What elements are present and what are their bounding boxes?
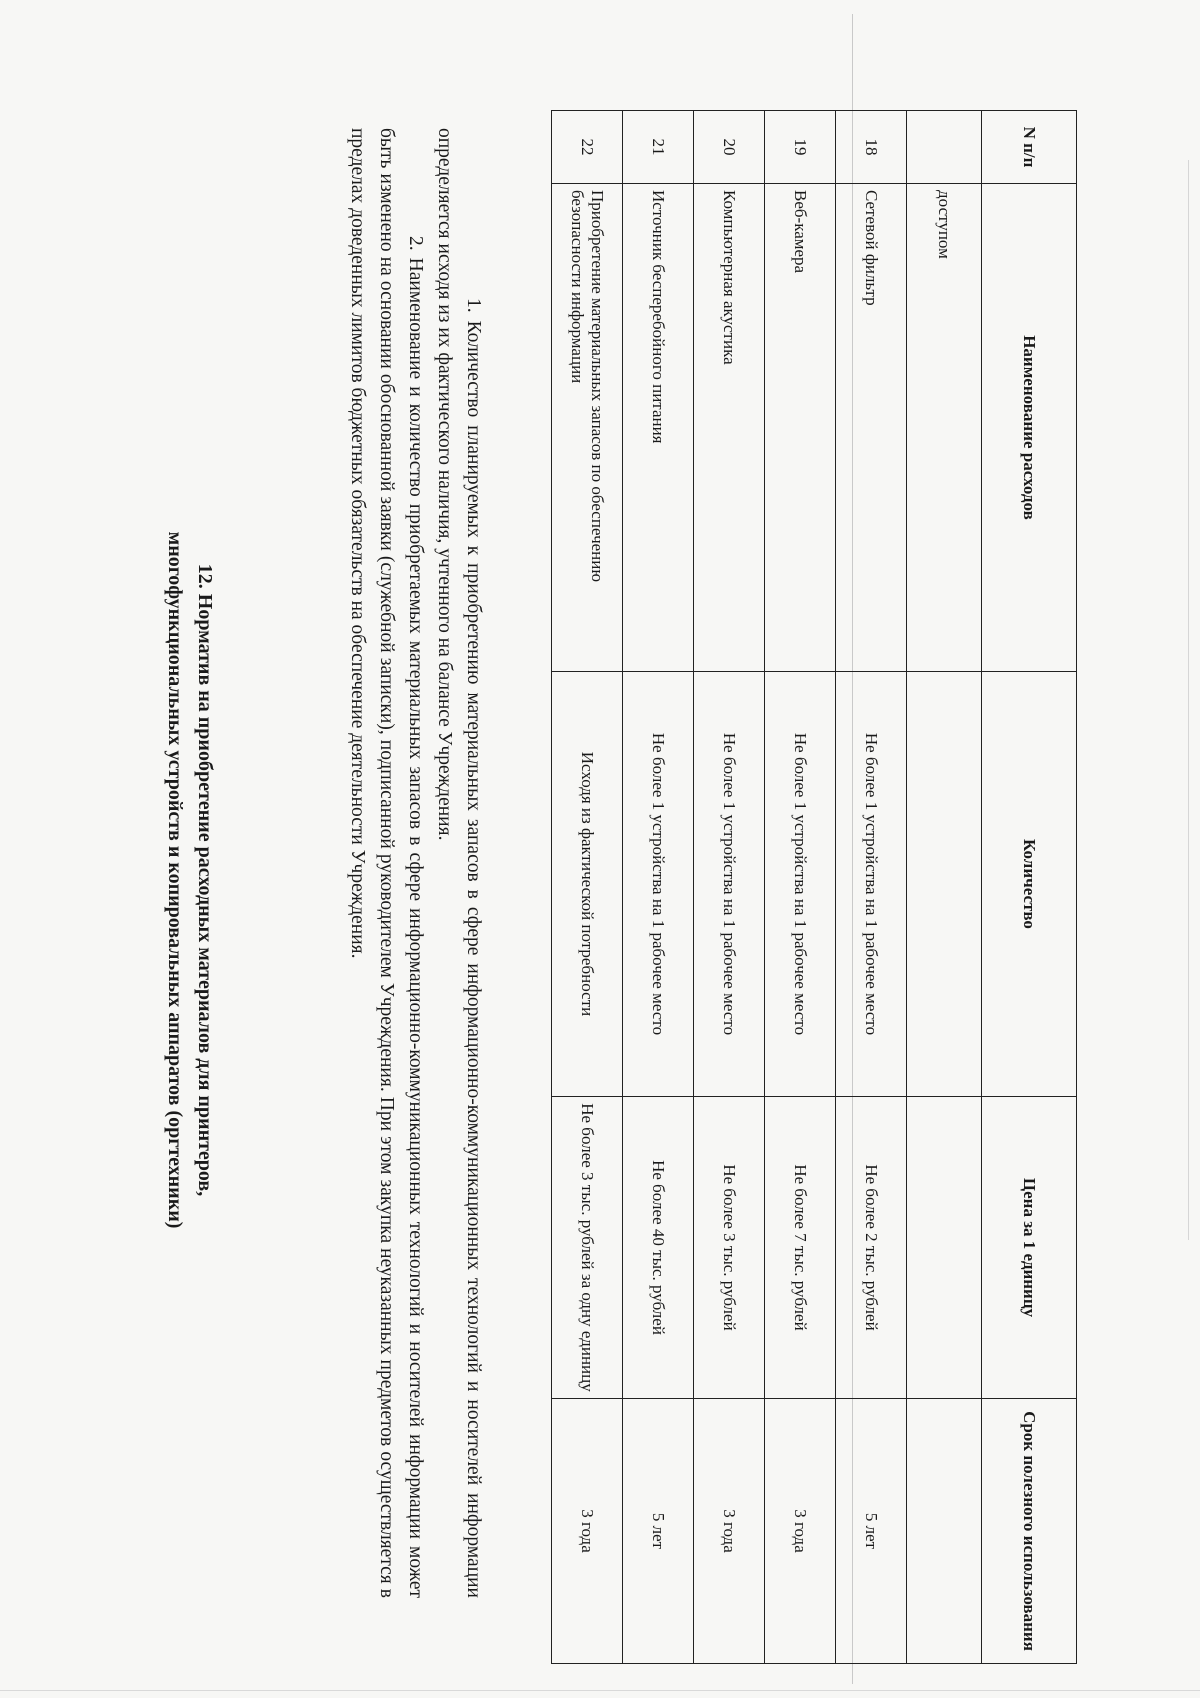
table-row xyxy=(907,111,982,1664)
table-row xyxy=(765,111,836,1664)
table-row xyxy=(694,111,765,1664)
cell-term: 5 лет xyxy=(836,1399,907,1664)
cell-price: Не более 7 тыс. рублей xyxy=(765,1097,836,1399)
cell-price: Не более 3 тыс. рублей за одну единицу xyxy=(552,1097,623,1399)
cell-name: доступом xyxy=(907,184,982,672)
cell-qty: Не более 1 устройства на 1 рабочее место xyxy=(765,672,836,1097)
cell-price xyxy=(907,1097,982,1399)
cell-qty: Исходя из фактической потребности xyxy=(552,672,623,1097)
expenses-table xyxy=(551,110,1077,1664)
cell-qty xyxy=(907,672,982,1097)
cell-term: 5 лет xyxy=(623,1399,694,1664)
cell-name: Источник бесперебойного питания xyxy=(623,184,694,672)
cell-price: Не более 3 тыс. рублей xyxy=(694,1097,765,1399)
cell-term: 3 года xyxy=(765,1399,836,1664)
table-row xyxy=(552,111,623,1664)
cell-qty: Не более 1 устройства на 1 рабочее место xyxy=(694,672,765,1097)
table-header-row xyxy=(982,111,1077,1664)
cell-num: 22 xyxy=(552,111,623,184)
cell-qty: Не более 1 устройства на 1 рабочее место xyxy=(623,672,694,1097)
table-row xyxy=(836,111,907,1664)
notes-block xyxy=(343,128,488,1598)
cell-name: Веб-камера xyxy=(765,184,836,672)
cell-term: 3 года xyxy=(552,1399,623,1664)
cell-num: 20 xyxy=(694,111,765,184)
header-num: N п/п xyxy=(982,111,1077,184)
note-paragraph: 2. Наименование и количество приобретаемых материальных запасов в сфере информационно-коммуникационных технологий и носителей информации может быть изменено на основании обоснованной заявки (служебной записки), подписанной руководителем Учреждения. При этом закупка неуказанных предметов осуществляется в пределах доведенных лимитов бюджетных обязательств на обеспечение деятельности Учреждения. xyxy=(347,128,426,1598)
section-heading-line: многофункциональных устройств и копировальных аппаратов (оргтехники) xyxy=(164,531,186,1229)
cell-name: Приобретение материальных запасов по обеспечению безопасности информации xyxy=(552,184,623,672)
header-term: Срок полезного использования xyxy=(982,1399,1077,1664)
cell-num: 19 xyxy=(765,111,836,184)
cell-price: Не более 2 тыс. рублей xyxy=(836,1097,907,1399)
header-price: Цена за 1 единицу xyxy=(982,1097,1077,1399)
cell-qty: Не более 1 устройства на 1 рабочее место xyxy=(836,672,907,1097)
cell-num: 21 xyxy=(623,111,694,184)
cell-name: Компьютерная акустика xyxy=(694,184,765,672)
cell-price: Не более 40 тыс. рублей xyxy=(623,1097,694,1399)
note-paragraph: 1. Количество планируемых к приобретению материальных запасов в сфере информационно-коммуникационных технологий и носителей информации определяется исходя из их фактического наличия, учтенного на балансе Учреждения. xyxy=(434,128,484,1598)
cell-num: 18 xyxy=(836,111,907,184)
header-qty: Количество xyxy=(982,672,1077,1097)
cell-num xyxy=(907,111,982,184)
cell-name: Сетевой фильтр xyxy=(836,184,907,672)
table-row xyxy=(623,111,694,1664)
cell-term xyxy=(907,1399,982,1664)
header-name: Наименование расходов xyxy=(982,184,1077,672)
section-heading xyxy=(160,230,220,1530)
section-heading-line: 12. Норматив на приобретение расходных материалов для принтеров, xyxy=(194,563,216,1197)
cell-term: 3 года xyxy=(694,1399,765,1664)
